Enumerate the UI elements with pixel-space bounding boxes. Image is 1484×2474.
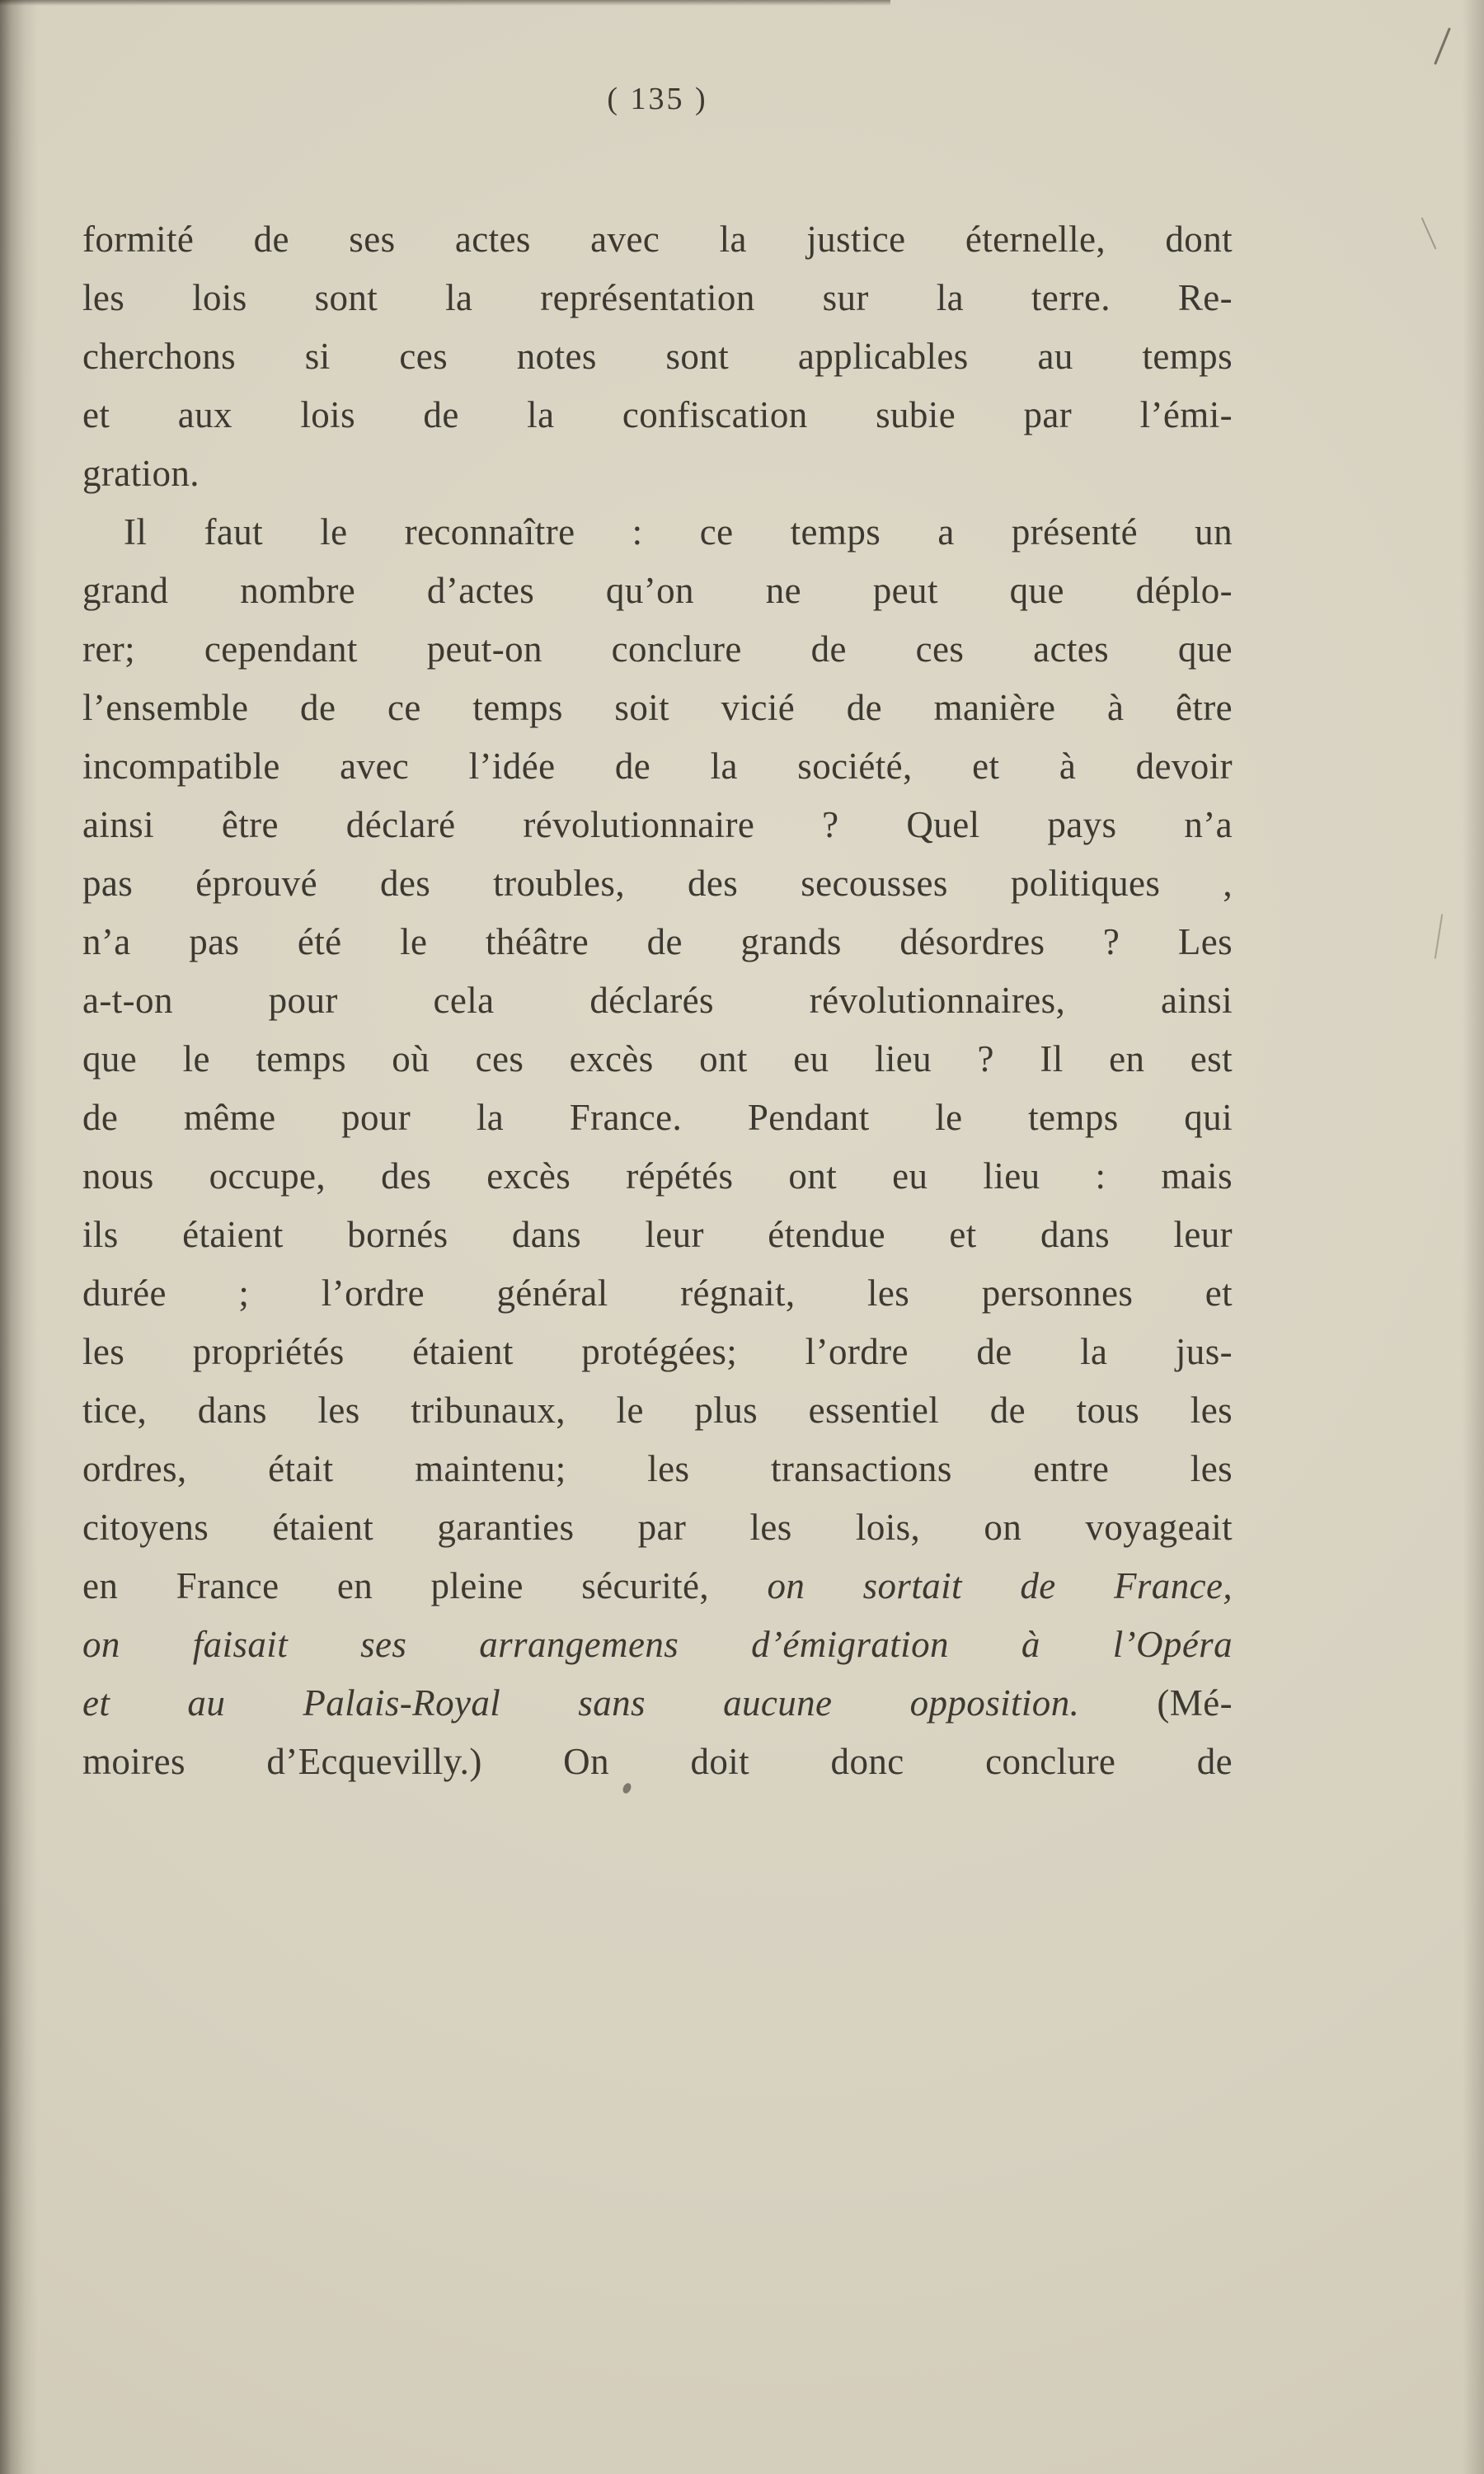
text-segment: grand nombre d’actes qu’on ne peut que déplo- <box>82 570 1233 611</box>
text-line <box>82 1733 1233 1791</box>
text-line <box>82 1440 1233 1498</box>
text-line <box>82 1206 1233 1264</box>
text-line <box>82 269 1233 327</box>
italic-text-segment: on faisait ses arrangemens d’émigration à l’Opéra <box>82 1624 1233 1665</box>
scan-artifact <box>1434 27 1451 65</box>
text-line <box>82 210 1233 269</box>
text-line <box>82 503 1233 562</box>
text-line <box>82 1616 1233 1674</box>
text-line <box>82 1557 1233 1616</box>
text-segment: rer; cependant peut-on conclure de ces actes que <box>82 628 1233 670</box>
text-line <box>82 1674 1233 1733</box>
text-line <box>82 679 1233 737</box>
text-segment: formité de ses actes avec la justice éternelle, dont <box>82 219 1233 260</box>
text-segment: de même pour la France. Pendant le temps qui <box>82 1097 1233 1138</box>
text-segment: pas éprouvé des troubles, des secousses politiques , <box>82 863 1233 904</box>
page-top-shadow <box>0 0 890 6</box>
scan-artifact <box>1435 914 1444 959</box>
text-line <box>82 562 1233 620</box>
text-line <box>82 1147 1233 1206</box>
italic-text-segment: on sortait de France, <box>767 1565 1233 1606</box>
text-segment: et aux lois de la confiscation subie par l’émi- <box>82 394 1233 435</box>
binding-shadow <box>0 0 38 2474</box>
text-line <box>82 1264 1233 1323</box>
text-segment: gration. <box>82 453 200 494</box>
text-line <box>82 1323 1233 1381</box>
text-line <box>82 796 1233 854</box>
text-segment: que le temps où ces excès ont eu lieu ? Il en est <box>82 1038 1233 1079</box>
text-segment: tice, dans les tribunaux, le plus essentiel de tous les <box>82 1390 1233 1431</box>
text-line <box>82 737 1233 796</box>
text-line <box>82 327 1233 386</box>
text-line <box>82 620 1233 679</box>
text-segment: ils étaient bornés dans leur étendue et dans leur <box>82 1214 1233 1255</box>
text-segment: ordres, était maintenu; les transactions entre les <box>82 1448 1233 1489</box>
text-segment: ainsi être déclaré révolutionnaire ? Quel pays n’a <box>82 804 1233 845</box>
text-segment: les lois sont la représentation sur la terre. Re- <box>82 277 1233 318</box>
text-line <box>82 1030 1233 1089</box>
text-segment: en France en pleine sécurité, <box>82 1565 768 1606</box>
text-segment: a-t-on pour cela déclarés révolutionnaires, ainsi <box>82 980 1233 1021</box>
text-segment: (Mé- <box>1079 1682 1233 1724</box>
text-line <box>82 971 1233 1030</box>
text-segment: les propriétés étaient protégées; l’ordre de la jus- <box>82 1331 1233 1372</box>
text-line <box>82 444 1233 503</box>
text-line <box>82 386 1233 444</box>
text-segment: moires d’Ecquevilly.) On doit donc conclure de <box>82 1741 1233 1782</box>
text-segment: Il faut le reconnaître : ce temps a présenté un <box>124 511 1233 553</box>
text-line <box>82 913 1233 971</box>
text-line <box>82 1089 1233 1147</box>
text-block <box>82 78 1233 1791</box>
text-line <box>82 1498 1233 1557</box>
text-segment: n’a pas été le théâtre de grands désordres ? Les <box>82 921 1233 962</box>
text-segment: nous occupe, des excès répétés ont eu lieu : mais <box>82 1155 1233 1197</box>
text-segment: l’ensemble de ce temps soit vicié de manière à être <box>82 687 1233 728</box>
text-segment: durée ; l’ordre général régnait, les personnes et <box>82 1272 1233 1314</box>
text-line <box>82 1381 1233 1440</box>
italic-text-segment: et au Palais-Royal sans aucune opposition. <box>82 1682 1080 1724</box>
text-segment: cherchons si ces notes sont applicables au temps <box>82 336 1233 377</box>
text-segment: incompatible avec l’idée de la société, et à devoir <box>82 745 1233 787</box>
scan-artifact <box>1421 217 1437 249</box>
page-right-shadow <box>1463 0 1484 2474</box>
page-number: ( 135 ) <box>607 82 708 116</box>
text-segment: citoyens étaient garanties par les lois, on voyageait <box>82 1507 1233 1548</box>
text-line <box>82 854 1233 913</box>
page-lines <box>82 210 1233 1791</box>
